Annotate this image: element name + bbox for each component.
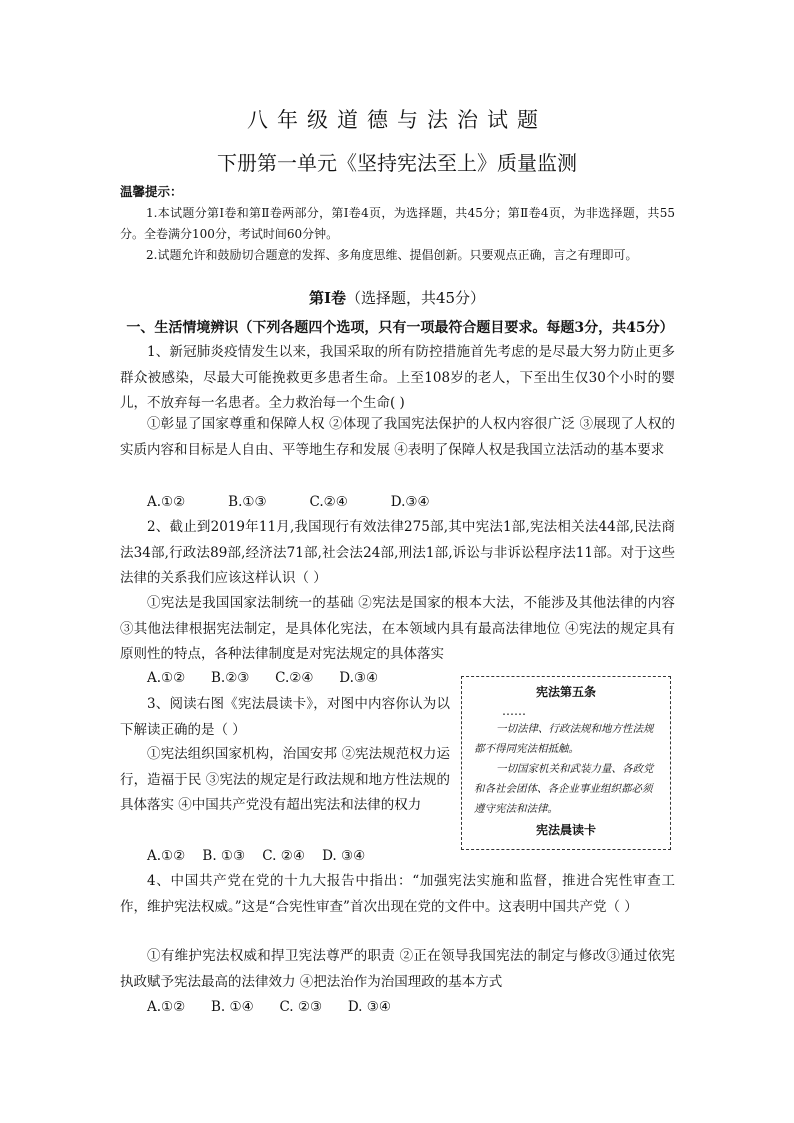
section-title-bold: 第Ⅰ卷: [308, 289, 346, 307]
exam-title: 八年级道德与法治试题: [247, 108, 547, 132]
question-3-items: ①宪法组织国家机构，治国安邦 ②宪法规范权力运行，造福于民 ③宪法的规定是行政法规和地方性法规的具体落实 ④中国共产党没有超出宪法和法律的权力: [120, 746, 450, 813]
question-1-options: A.①② B.①③ C.②④ D.③④: [147, 494, 430, 510]
tip-item-1: 1.本试题分第Ⅰ卷和第Ⅱ卷两部分，第Ⅰ卷4页，为选择题，共45分；第Ⅱ卷4页，为非选择题，共55分。全卷满分100分，考试时间60分钟。: [120, 206, 675, 241]
card-footer: 宪法晨读卡: [535, 823, 596, 837]
part-heading: 一、生活情境辨识（下列各题四个选项，只有一项最符合题目要求。每题3分，共45分）: [126, 320, 674, 336]
question-1-stem: 1、新冠肺炎疫情发生以来，我国采取的所有防控措施首先考虑的是尽最大努力防止更多群众被感染，尽最大可能挽救更多患者生命。上至108岁的老人，下至出生仅30个小时的婴儿，不放弃每一名患者。全力救治每一个生命( ): [120, 344, 675, 411]
question-4-stem: 4、中国共产党在党的十九大报告中指出：“加强宪法实施和监督，推进合宪性审查工作，维护宪法权威。”这是“合宪性审查”首次出现在党的文件中。这表明中国共产党（ ）: [120, 873, 675, 915]
card-ellipsis: ……: [502, 704, 526, 718]
section-title: [0, 287, 794, 308]
question-1-items: ①彰显了国家尊重和保障人权 ②体现了我国宪法保护的人权内容很广泛 ③展现了人权的实质内容和目标是人自由、平等地生存和发展 ④表明了保障人权是我国立法活动的基本要求: [120, 416, 675, 458]
constitution-card: [461, 676, 671, 850]
question-3-stem: 3、阅读右图《宪法晨读卡》，对图中内容你认为以下解读正确的是（ ）: [120, 696, 450, 738]
question-4-options: A.①② B. ①④ C. ②③ D. ③④: [147, 999, 391, 1015]
card-paragraph-1: 一切法律、行政法规和地方性法规都不得同宪法相抵触。: [474, 723, 654, 755]
tip-item-2: 2.试题允许和鼓励切合题意的发挥、多角度思维、提倡创新。只要观点正确，言之有理即可。: [146, 248, 638, 262]
section-title-rest: （选择题，共45分）: [345, 289, 486, 307]
question-2-items: ①宪法是我国国家法制统一的基础 ②宪法是国家的根本大法，不能涉及其他法律的内容 ③其他法律根据宪法制定，是具体化宪法，在本领域内具有最高法律地位 ④宪法的规定具有原则性的特点，各种法律制度是对宪法规定的具体落实: [120, 595, 675, 662]
card-title: 宪法第五条: [535, 685, 596, 699]
question-2-stem: 2、截止到2019年11月,我国现行有效法律275部,其中宪法1部,宪法相关法44部,民法商法34部,行政法89部,经济法71部,社会法24部,刑法1部,诉讼与非诉讼程序法11部。对于这些法律的关系我们应该这样认识（ ）: [120, 519, 675, 586]
card-paragraph-2: 一切国家机关和武装力量、各政党和各社会团体、各企业事业组织都必须遵守宪法和法律。: [474, 763, 654, 815]
tips-heading: 温馨提示：: [120, 184, 183, 199]
question-2-options: A.①② B.②③ C.②④ D.③④: [147, 670, 379, 686]
question-3-options: A.①② B. ①③ C. ②④ D. ③④: [147, 848, 366, 864]
exam-subtitle: 下册第一单元《坚持宪法至上》质量监测: [217, 151, 577, 175]
question-4-items: ①有维护宪法权威和捍卫宪法尊严的职责 ②正在领导我国宪法的制定与修改③通过依宪执政赋予宪法最高的法律效力 ④把法治作为治国理政的基本方式: [120, 948, 675, 990]
